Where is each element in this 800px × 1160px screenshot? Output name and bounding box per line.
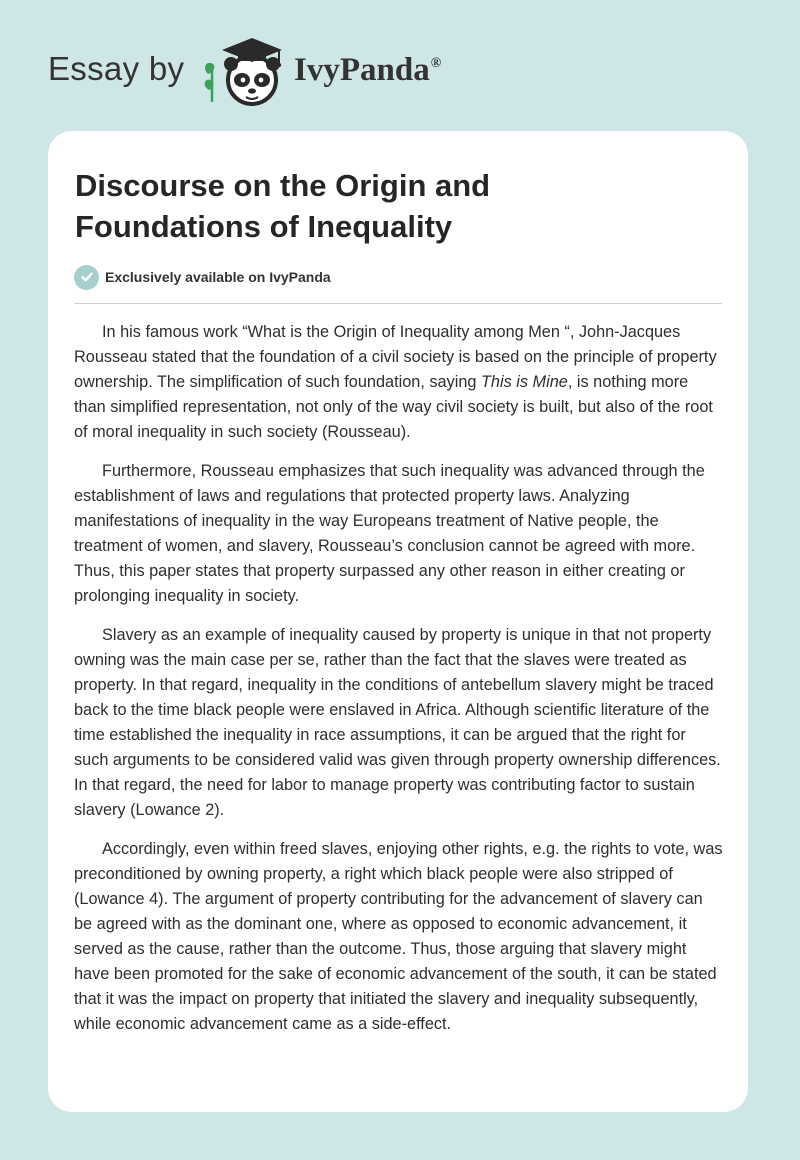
essay-body [74, 320, 724, 1051]
badge-label: Exclusively available on IvyPanda [105, 269, 331, 285]
brand-name[interactable] [294, 52, 441, 89]
paragraph-3: Slavery as an example of inequality caused by property is unique in that not property owning was the main case per se, rather than the fact that the slaves were treated as property. In that regard, inequality in the conditions of antebellum slavery might be traced back to the time black people were enslaved in Africa. Although scientific literature of the time established the inequality in race assumptions, it can be argued that the right for such arguments to be considered valid was given through property ownership differences. In that regard, the need for labor to manage property was contributing factor to sustain slavery (Lowance 2). [74, 626, 721, 819]
title-line-2: Foundations of Inequality [75, 209, 453, 244]
exclusive-badge [74, 264, 331, 290]
paragraph-1 [74, 320, 724, 445]
paragraph-4: Accordingly, even within freed slaves, enjoying other rights, e.g. the rights to vote, was preconditioned by owning property, a right which black people were also stripped of (Lowance 4). The argument of property contributing for the advancement of slavery can be agreed with as the dominant one, where as opposed to economic advancement, it served as the cause, rather than the outcome. Thus, those arguing that slavery might have been promoted for the sake of economic advancement of the south, it can be stated that it was the impact on property that initiated the slavery and inequality subsequently, while economic advancement came as a side-effect. [74, 840, 723, 1033]
site-header [0, 0, 800, 130]
essay-card [48, 131, 748, 1112]
page-title [75, 165, 715, 247]
essay-by-label: Essay by [48, 50, 185, 87]
title-line-1: Discourse on the Origin and [75, 168, 491, 203]
paragraph-2: Furthermore, Rousseau emphasizes that such inequality was advanced through the establishment of laws and regulations that protected property laws. Analyzing manifestations of inequality in the way Europeans treatment of Native people, the treatment of women, and slavery, Rousseau’s conclusion cannot be agreed with more. Thus, this paper states that property surpassed any other reason in either creating or prolonging inequality in society. [74, 462, 705, 605]
check-icon [74, 265, 99, 290]
paragraph-1-part-a: In his famous work “What is the Origin of Inequality among Men “, John-Jacques Rousseau stated that the foundation of a civil society is based on the principle of property ownership. The simplification of such foundation, saying [74, 323, 717, 391]
panda-graduate-logo-icon[interactable] [200, 34, 290, 110]
registered-mark: ® [430, 56, 442, 71]
paragraph-1-part-b: , is nothing more than simplified representation, not only of the way civil society is built, but also of the root of moral inequality in such society (Rousseau). [74, 373, 713, 441]
divider [74, 303, 722, 304]
emphasis-this-is-mine: This is Mine [480, 373, 568, 391]
brand-text: IvyPanda [294, 52, 430, 88]
